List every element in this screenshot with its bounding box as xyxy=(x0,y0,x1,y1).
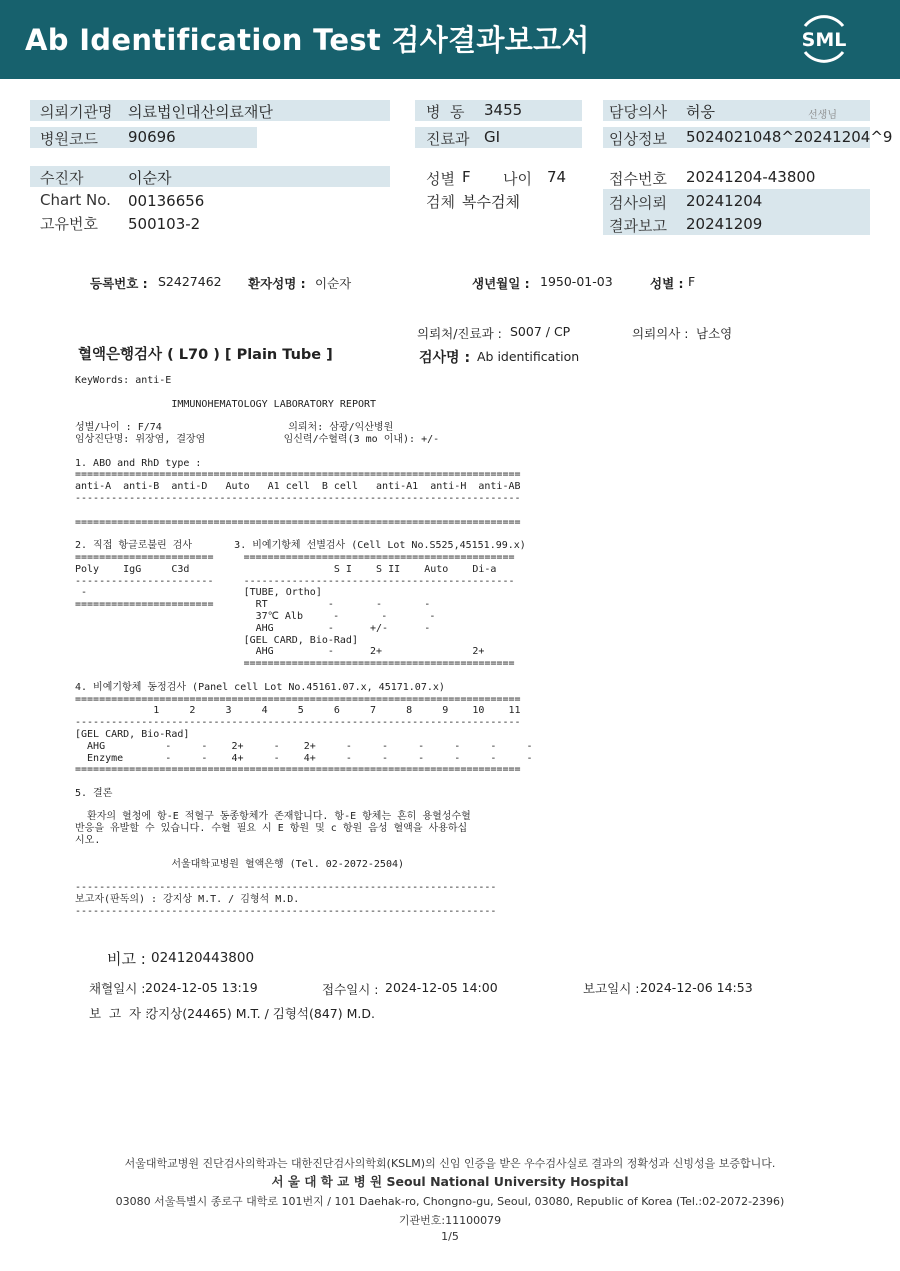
doctor-value: 허웅 xyxy=(686,103,715,121)
specimen-label: 검체 xyxy=(426,193,455,211)
page-number: 1/5 xyxy=(441,1230,459,1243)
dob-label: 생년월일 : xyxy=(472,276,530,291)
logo-text: SML xyxy=(801,29,847,51)
certification-text: 서울대학교병원 진단검사의학과는 대한진단검사의학회(KSLM)의 신임 인증을 받은 우수검사실로 결과의 정확성과 신빙성을 보증합니다. xyxy=(124,1157,776,1170)
note-value: 024120443800 xyxy=(151,950,255,966)
receipt-no-label: 접수번호 xyxy=(609,170,667,188)
reg-value: S2427462 xyxy=(158,274,222,289)
sex-label: 성별 xyxy=(426,170,455,188)
receipt-no-value: 20241204-43800 xyxy=(686,168,816,186)
pname-label: 환자성명 : xyxy=(248,276,306,291)
hospital-code-label: 병원코드 xyxy=(40,130,98,148)
reporter-value: 강지상(24465) M.T. / 김형석(847) M.D. xyxy=(146,1006,375,1021)
doctor-suffix: 선생님 xyxy=(808,110,837,121)
dept-value: GI xyxy=(484,128,501,146)
unique-label: 고유번호 xyxy=(40,215,98,233)
institution-value: 의료법인대산의료재단 xyxy=(128,103,273,121)
collect-value: 2024-12-05 13:19 xyxy=(145,980,258,995)
sex-value: F xyxy=(462,168,471,186)
reported-label: 보고일시 : xyxy=(583,981,640,996)
organization-number: 기관번호:11100079 xyxy=(398,1214,502,1227)
pname-value: 이순자 xyxy=(315,276,352,291)
test-value: Ab identification xyxy=(477,349,580,364)
patient-label: 수진자 xyxy=(40,169,84,187)
ward-value: 3455 xyxy=(484,101,523,119)
collect-label: 채혈일시 : xyxy=(89,981,146,996)
lab-report-text: KeyWords: anti-E IMMUNOHEMATOLOGY LABORATORY REPORT 성별/나이 : F/74 의뢰처: 삼광/익산병원 임상진단명: 위장염, 결장염 임신력/수혈력(3 mo 이내): +/- 1. ABO and RhD type : ========================================================================== anti-A anti-B anti-D Auto A1 cell B cell anti-A1 anti-H anti-AB -------------------------------------------------------------------------- ========================================================================== 2. 직접 항글로불린 검사 3. 비예기항체 선별검사 (Cell Lot No.S525,45151.99.x) ======================= ============================================= Poly IgG C3d S I S II Auto Di-a ----------------------- --------------------------------------------- - [TUBE, Ortho] ======================= RT - - - 37℃ Alb - - - AHG - +/- - [GEL CARD, Bio-Rad] AHG - 2+ 2+ ============================================= 4. 비예기항체 동정검사 (Panel cell Lot No.45161.07.x, 45171.07.x) ========================================================================== 1 2 3 4 5 6 7 8 9 10 11 -------------------------------------------------------------------------- [GEL CARD, Bio-Rad] AHG - - 2+ - 2+ - - - - - - Enzyme - - 4+ - 4+ - - - - - - ========================================================================== 5. 결론 환자의 혈청에 항-E 적혈구 동종항체가 존재합니다. 항-E 항체는 흔히 용혈성수혈 반응을 유발할 수 있습니다. 수혈 필요 시 E 항원 및 c 항원 음성 혈액을 사용하십 시오. 서울대학교병원 혈액은행 (Tel. 02-2072-2504) ---------------------------------------------------------------------- 보고자(판독의) : 강지상 M.T. / 김형석 M.D. ---------------------------------------------------------------------- xyxy=(75,375,533,917)
reported-value: 2024-12-06 14:53 xyxy=(640,980,753,995)
ward-label: 병 동 xyxy=(426,103,465,121)
doctor-label: 담당의사 xyxy=(609,103,667,121)
note-label: 비고 : xyxy=(107,950,146,968)
sml-logo-icon xyxy=(795,12,853,66)
refdoc-value: 남소영 xyxy=(696,326,733,341)
header-bar xyxy=(0,0,900,79)
dob-value: 1950-01-03 xyxy=(540,274,613,289)
refer-value: S007 / CP xyxy=(510,324,571,339)
hospital-name xyxy=(0,1172,900,1190)
institution-label: 의뢰기관명 xyxy=(40,103,113,121)
bank-title: 혈액은행검사 ( L70 ) [ Plain Tube ] xyxy=(78,347,333,363)
refdoc-label: 의뢰의사 : xyxy=(632,326,689,341)
patient-row-bg xyxy=(30,166,390,187)
accept-value: 2024-12-05 14:00 xyxy=(385,980,498,995)
result-label: 결과보고 xyxy=(609,217,667,235)
report-title: Ab Identification Test 검사결과보고서 xyxy=(25,23,590,57)
clinical-label: 임상정보 xyxy=(609,130,667,148)
request-label: 검사의뢰 xyxy=(609,194,667,212)
hospital-name-en: Seoul National University Hospital xyxy=(386,1174,629,1189)
age-value: 74 xyxy=(547,168,567,186)
chart-value: 00136656 xyxy=(128,192,205,210)
result-value: 20241209 xyxy=(686,215,763,233)
chart-label: Chart No. xyxy=(40,191,111,209)
refer-label: 의뢰처/진료과 : xyxy=(417,326,502,341)
unique-value: 500103-2 xyxy=(128,215,201,233)
report-sex-value: F xyxy=(688,274,696,289)
reporter-label: 보 고 자 : xyxy=(89,1006,150,1021)
age-label: 나이 xyxy=(503,170,532,188)
hospital-address: 03080 서울특별시 종로구 대학로 101번지 / 101 Daehak-ro, Chongno-gu, Seoul, 03080, Republic of Korea (Tel.:02-2072-2396) xyxy=(115,1195,785,1208)
report-sex-label: 성별 : xyxy=(650,276,684,291)
patient-value: 이순자 xyxy=(128,169,172,187)
clinical-value: 5024021048^20241204^9 xyxy=(686,128,893,146)
specimen-value: 복수검체 xyxy=(462,193,520,211)
dept-label: 진료과 xyxy=(426,130,470,148)
hospital-code-value: 90696 xyxy=(128,128,176,146)
reg-label: 등록번호 : xyxy=(90,276,148,291)
test-label: 검사명 : xyxy=(419,350,471,366)
accept-label: 접수일시 : xyxy=(322,982,379,997)
request-value: 20241204 xyxy=(686,192,763,210)
hospital-name-kr: 서 울 대 학 교 병 원 xyxy=(271,1174,383,1189)
